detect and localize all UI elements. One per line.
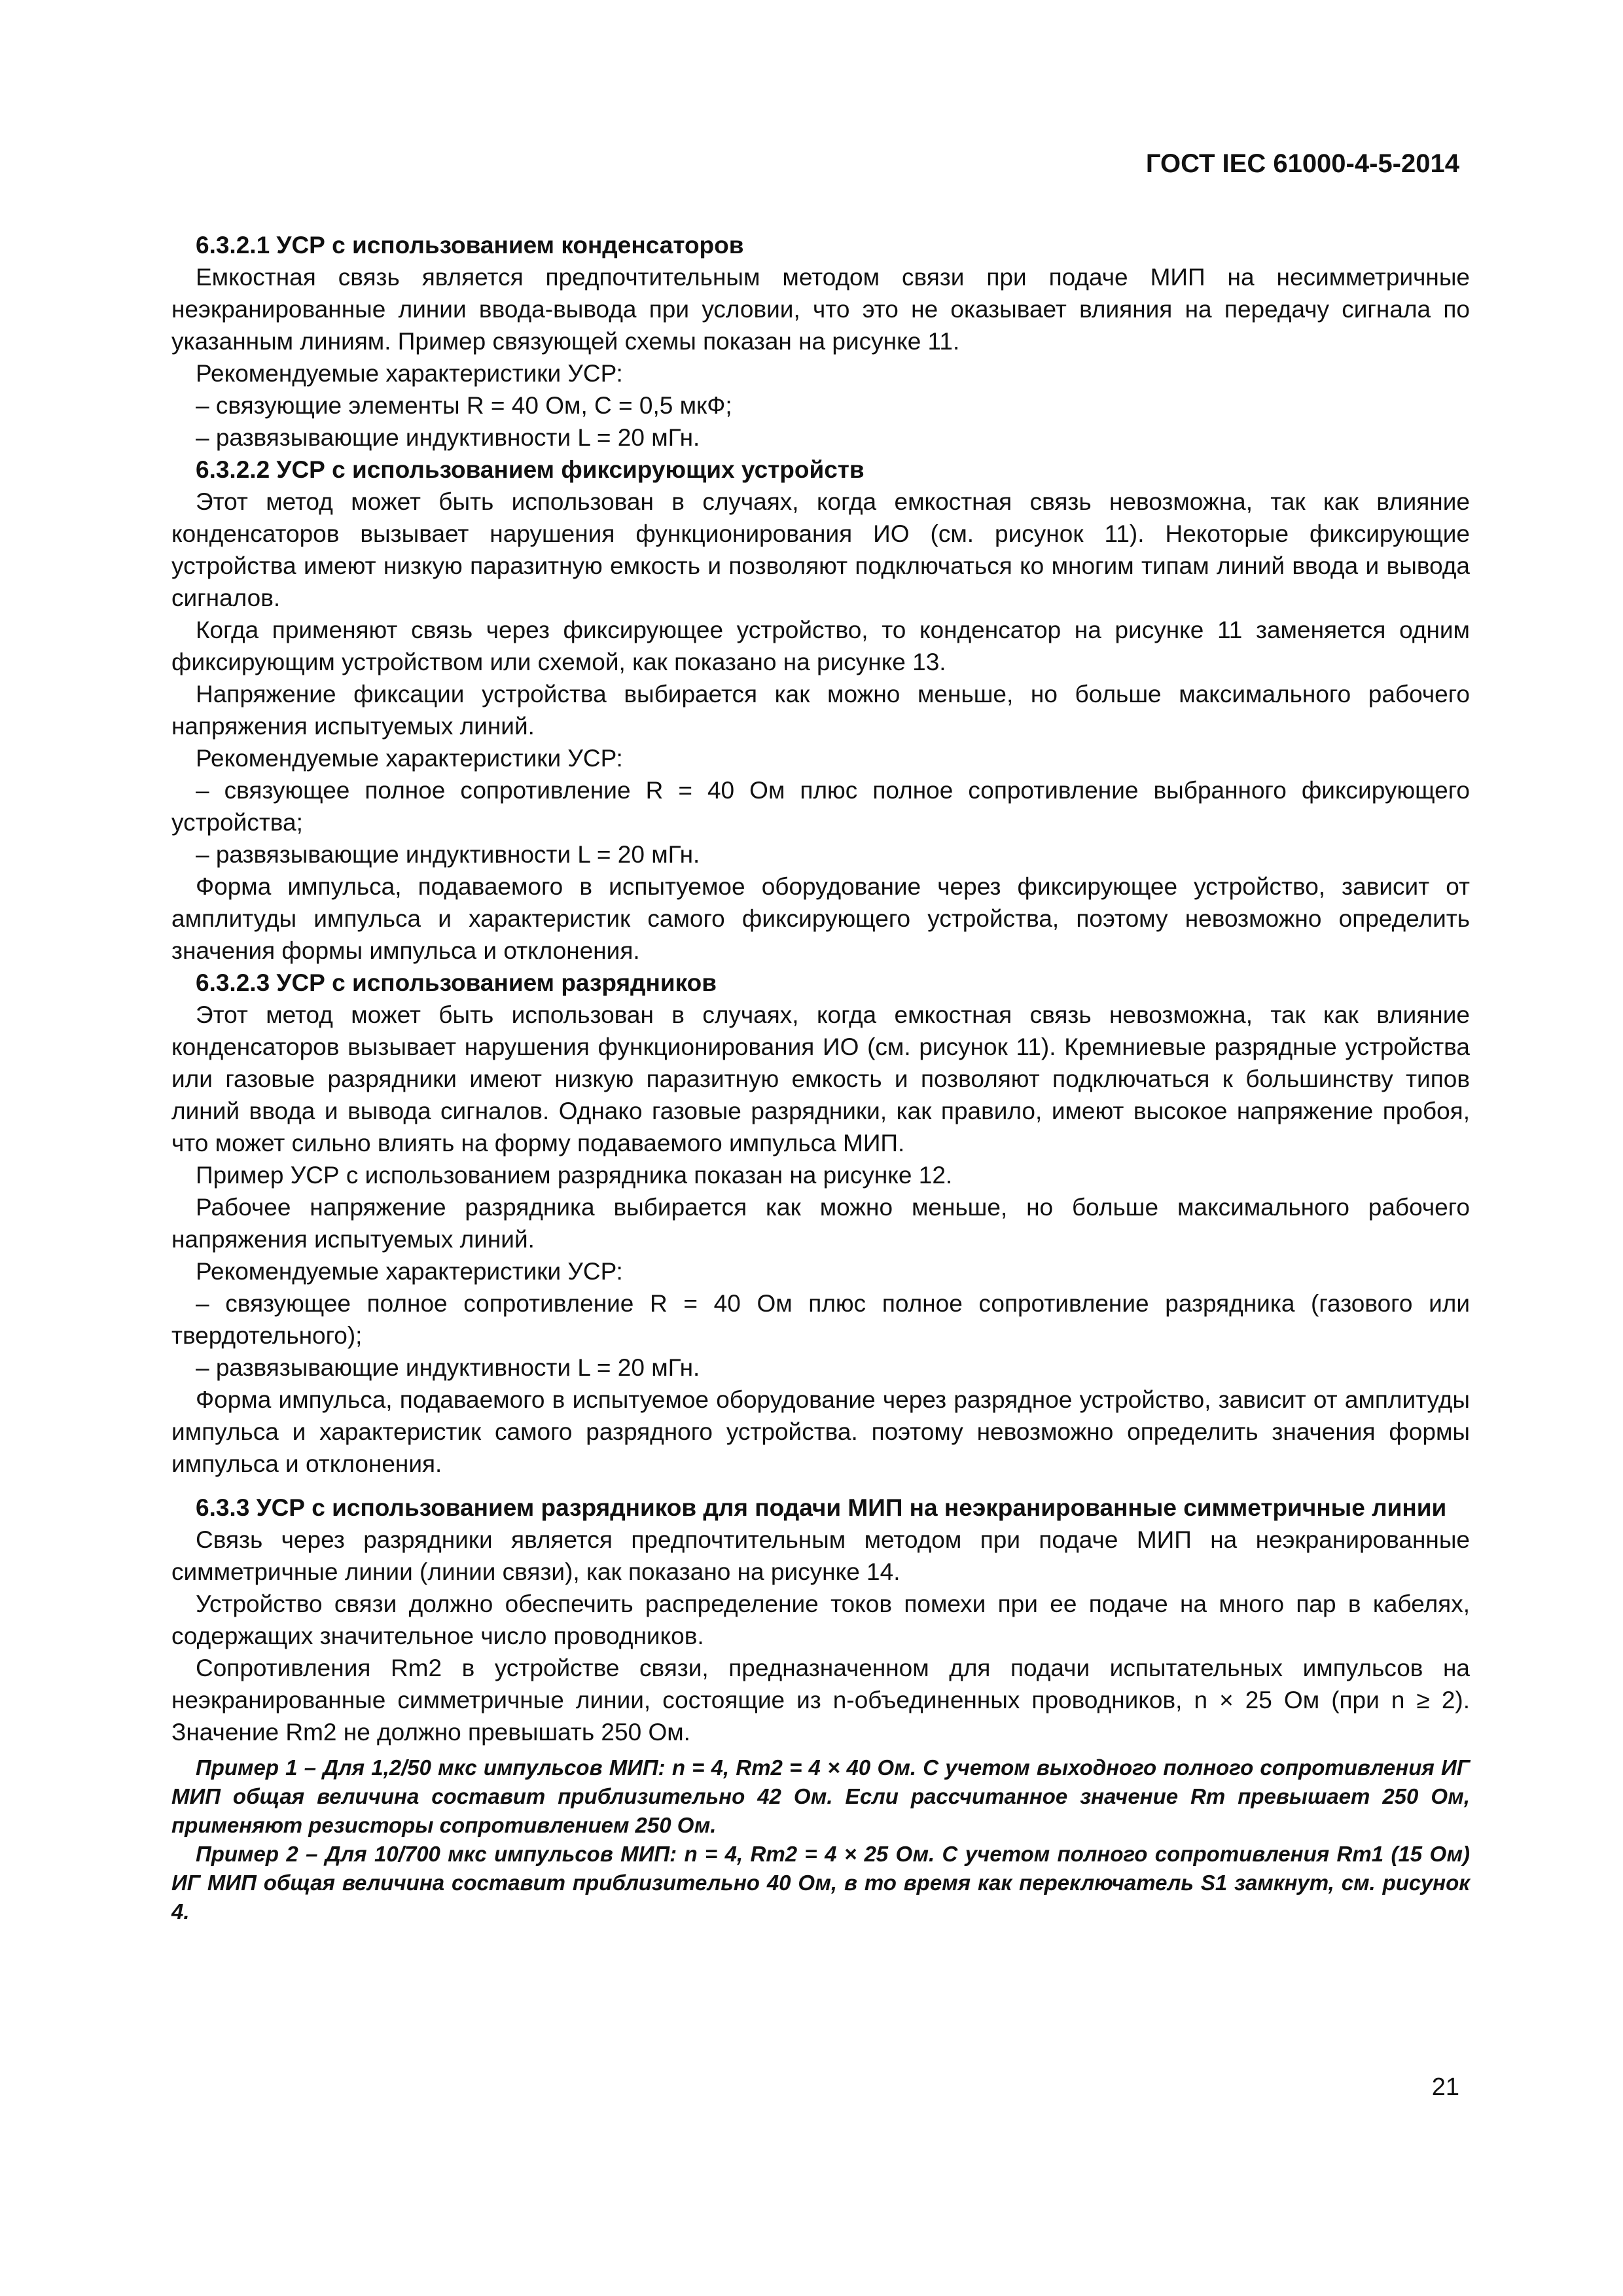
section-heading: 6.3.2.1 УСР с использованием конденсаторов (196, 232, 744, 259)
page-number: 21 (1431, 2073, 1459, 2101)
paragraph: Напряжение фиксации устройства выбирается как можно меньше, но больше максимального рабочего напряжения испытуемых линий. (171, 681, 1470, 740)
paragraph: Связь через разрядники является предпочтительным методом при подаче МИП на неэкранированные симметричные линии (линии связи), как показано на рисунке 14. (171, 1526, 1470, 1585)
paragraph: Этот метод может быть использован в случаях, когда емкостная связь невозможна, так как влияние конденсаторов вызывает нарушения функционирования ИО (см. рисунок 11). Некоторые фиксирующие устройства имеют низкую паразитную емкость и позволяют подключаться ко многим типам линий ввода и вывода сигналов. (171, 488, 1470, 611)
paragraph: Рекомендуемые характеристики УСР: (196, 360, 623, 387)
paragraph: Когда применяют связь через фиксирующее устройство, то конденсатор на рисунке 11 заменяется одним фиксирующим устройством или схемой, как показано на рисунке 13. (171, 617, 1470, 675)
example-note: Пример 2 – Для 10/700 мкс импульсов МИП: n = 4, Rm2 = 4 × 25 Ом. С учетом полного сопротивления Rm1 (15 Ом) ИГ МИП общая величина составит приблизительно 40 Ом, в то время как переключатель S1 замкнут, см. рисунок 4. (171, 1842, 1470, 1924)
paragraph: Емкостная связь является предпочтительным методом связи при подаче МИП на несимметричные неэкранированные линии ввода-вывода при условии, что это не оказывает влияния на передачу сигнала по указанным линиям. Пример связующей схемы показан на рисунке 11. (171, 264, 1470, 355)
standard-designation: ГОСТ IEC 61000-4-5-2014 (1145, 149, 1459, 178)
paragraph: Форма импульса, подаваемого в испытуемое оборудование через разрядное устройство, зависит от амплитуды импульса и характеристик самого разрядного устройства. поэтому невозможно определить значения формы импульса и отклонения. (171, 1386, 1470, 1477)
paragraph: Рекомендуемые характеристики УСР: (196, 1258, 623, 1285)
document-body (171, 229, 1470, 1926)
paragraph: Рабочее напряжение разрядника выбирается как можно меньше, но больше максимального рабочего напряжения испытуемых линий. (171, 1194, 1470, 1253)
section-heading: 6.3.2.2 УСР с использованием фиксирующих устройств (196, 456, 865, 483)
paragraph: Рекомендуемые характеристики УСР: (196, 745, 623, 772)
section-heading: 6.3.3 УСР с использованием разрядников для подачи МИП на неэкранированные симметричные линии (196, 1494, 1447, 1521)
list-item: – развязывающие индуктивности L = 20 мГн. (196, 424, 700, 451)
paragraph: Сопротивления Rm2 в устройстве связи, предназначенном для подачи испытательных импульсов на неэкранированные симметричные линии, состоящие из n-объединенных проводников, n × 25 Ом (при n ≥ 2). Значение Rm2 не должно превышать 250 Ом. (171, 1655, 1470, 1746)
section-heading: 6.3.2.3 УСР с использованием разрядников (196, 969, 717, 996)
paragraph: Устройство связи должно обеспечить распределение токов помехи при ее подаче на много пар в кабелях, содержащих значительное число проводников. (171, 1590, 1470, 1649)
list-item: – связующие элементы R = 40 Ом, C = 0,5 мкФ; (196, 392, 732, 419)
paragraph: Пример УСР с использованием разрядника показан на рисунке 12. (196, 1162, 953, 1189)
list-item: – развязывающие индуктивности L = 20 мГн. (196, 841, 700, 868)
paragraph: Форма импульса, подаваемого в испытуемое оборудование через фиксирующее устройство, зависит от амплитуды импульса и характеристик самого фиксирующего устройства, поэтому невозможно определить значения формы импульса и отклонения. (171, 873, 1470, 964)
example-note: Пример 1 – Для 1,2/50 мкс импульсов МИП: n = 4, Rm2 = 4 × 40 Ом. С учетом выходного полного сопротивления ИГ МИП общая величина составит приблизительно 42 Ом. Если рассчитанное значение Rm превышает 250 Ом, применяют резисторы сопротивлением 250 Ом. (171, 1755, 1470, 1837)
paragraph: Этот метод может быть использован в случаях, когда емкостная связь невозможна, так как влияние конденсаторов вызывает нарушения функционирования ИО (см. рисунок 11). Кремниевые разрядные устройства или газовые разрядники имеют низкую паразитную емкость и позволяют подключаться к большинству типов линий ввода и вывода сигналов. Однако газовые разрядники, как правило, имеют высокое напряжение пробоя, что может сильно влиять на форму подаваемого импульса МИП. (171, 1001, 1470, 1157)
list-item: – связующее полное сопротивление R = 40 Ом плюс полное сопротивление выбранного фиксирующего устройства; (171, 777, 1470, 836)
list-item: – связующее полное сопротивление R = 40 Ом плюс полное сопротивление разрядника (газового или твердотельного); (171, 1290, 1470, 1349)
list-item: – развязывающие индуктивности L = 20 мГн. (196, 1354, 700, 1381)
